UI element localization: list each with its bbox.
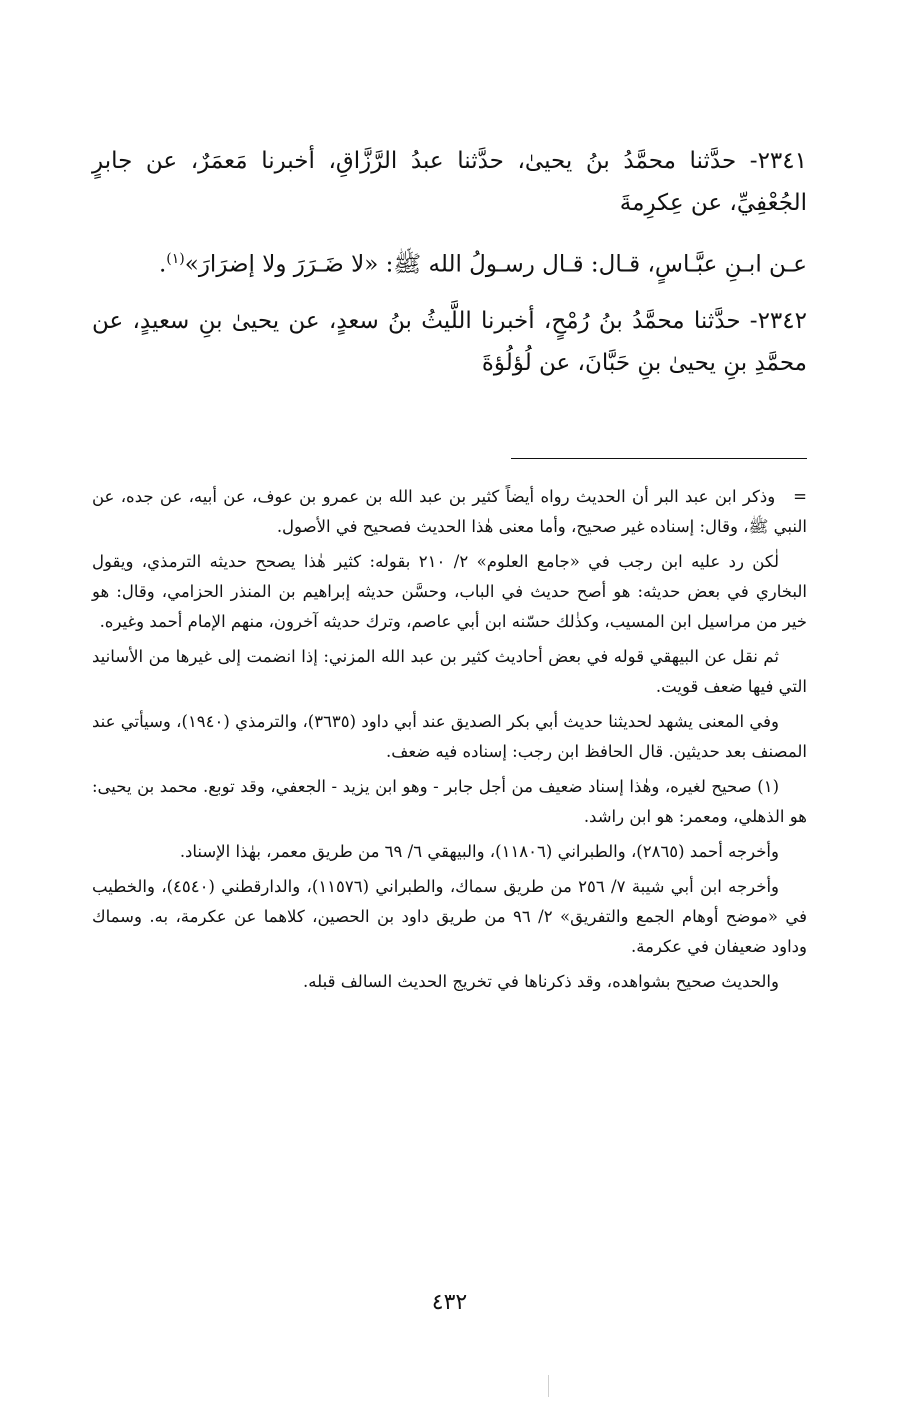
footnotes [92, 482, 807, 1002]
hadith-2341-end: . [158, 251, 167, 278]
continuation-mark: = [793, 487, 807, 506]
footnote-paragraph: وفي المعنى يشهد لحديثنا حديث أبي بكر الصديق عند أبي داود (٣٦٣٥)، والترمذي (١٩٤٠)، وسيأتي عند المصنف بعد حديثين. قال الحافظ ابن رجب: إسناده فيه ضعف. [92, 712, 807, 761]
hadith-2341-matn [92, 238, 807, 286]
footnote-divider [511, 458, 807, 459]
hadith-2341-text: ٢٣٤١- حدَّثنا محمَّدُ بنُ يحيىٰ، حدَّثنا عبدُ الرَّزَّاقِ، أخبرنا مَعمَرٌ، عن جابرٍ الجُعْفِيِّ، عن عِكرِمةَ [92, 148, 807, 216]
hadith-text [92, 140, 807, 398]
footnote-paragraph: والحديث صحيح بشواهده، وقد ذكرناها في تخريج الحديث السالف قبله. [303, 972, 779, 991]
scan-edge-mark [548, 1375, 549, 1397]
footnote-paragraph: لٰكن رد عليه ابن رجب في «جامع العلوم» ٢/ ٢١٠ بقوله: كثير هٰذا يصحح حديثه الترمذي، ويقول البخاري في بعض حديثه: هو أصح حديث في الباب، وحسَّن حديثه إبراهيم بن المنذر الحزامي، وقال: هو خير من مراسيل ابن المسيب، وكذٰلك حسّنه ابن أبي عاصم، وترك حديثه آخرون، منهم الإمام أحمد وغيره. [92, 552, 807, 631]
footnote-paragraph: وذكر ابن عبد البر أن الحديث رواه أيضاً كثير بن عبد الله بن عمرو بن عوف، عن أبيه، عن جده، عن النبي ﷺ، وقال: إسناده غير صحيح، وأما معنى هٰذا الحديث فصحيح في الأصول. [92, 487, 807, 536]
hadith-2342-chain [92, 300, 807, 384]
footnote-continuation [92, 482, 807, 542]
book-page [92, 0, 807, 1419]
hadith-2342-text: ٢٣٤٢- حدَّثنا محمَّدُ بنُ رُمْحٍ، أخبرنا اللَّيثُ بنُ سعدٍ، عن يحيىٰ بنِ سعيدٍ، عن محمَّدِ بنِ يحيىٰ بنِ حَبَّانَ، عن لُؤلُؤةَ [92, 307, 807, 376]
footnote-paragraph: وأخرجه أحمد (٢٨٦٥)، والطبراني (١١٨٠٦)، والبيهقي ٦/ ٦٩ من طريق معمر، بهٰذا الإسناد. [179, 842, 779, 861]
page-number: ٤٣٢ [431, 1290, 468, 1315]
hadith-2341-matn-text: عـن ابـنِ عبَّـاسٍ، قـال: قـال رسـولُ الله ﷺ: «لا ضَـرَرَ ولا إضرَارَ» [184, 251, 807, 278]
footnote-paragraph: وأخرجه ابن أبي شيبة ٧/ ٢٥٦ من طريق سماك، والطبراني (١١٥٧٦)، والدارقطني (٤٥٤٠)، والخطيب في «موضح أوهام الجمع والتفريق» ٢/ ٩٦ من طريق داود بن الحصين، كلاهما عن عكرمة، به. وسماك وداود ضعيفان في عكرمة. [92, 877, 807, 956]
hadith-2341-chain [92, 140, 807, 224]
footnote-reference[interactable]: (١) [166, 251, 185, 267]
footnote-1: (١) صحيح لغيره، وهٰذا إسناد ضعيف من أجل جابر - وهو ابن يزيد - الجعفي، وقد توبع. محمد بن يحيى: هو الذهلي، ومعمر: هو ابن راشد. [92, 777, 807, 826]
footnote-paragraph: ثم نقل عن البيهقي قوله في بعض أحاديث كثير بن عبد الله المزني: إذا انضمت إلى غيرها من الأسانيد التي فيها ضعف قويت. [92, 647, 807, 696]
